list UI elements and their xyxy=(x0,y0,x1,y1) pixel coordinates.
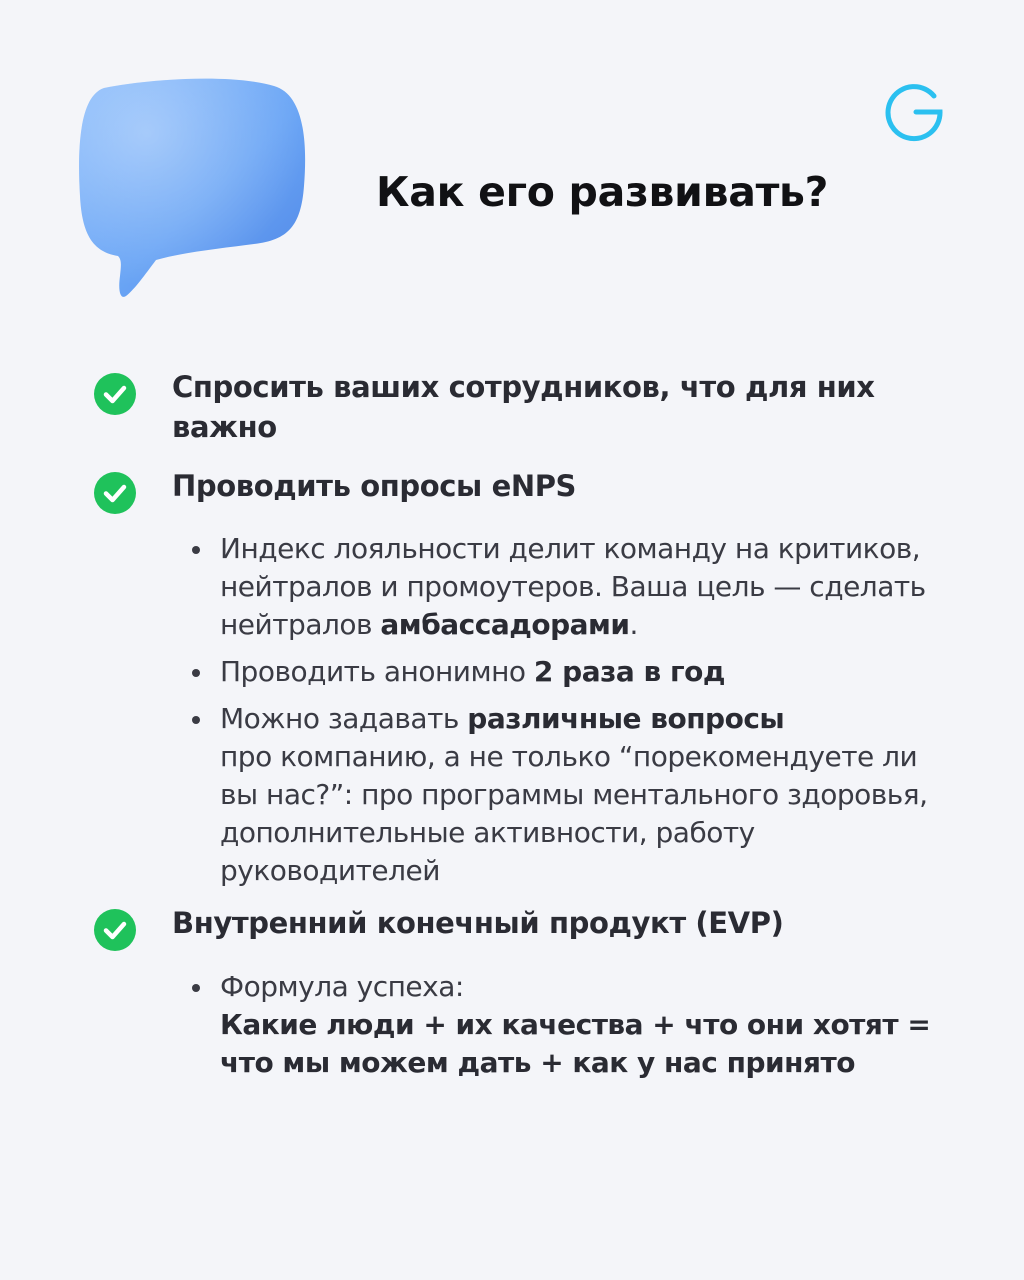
check-circle-icon xyxy=(94,472,136,514)
list-item xyxy=(186,530,946,644)
item-title: Спросить ваших сотрудников, что для них важно xyxy=(172,370,875,444)
bullet-list xyxy=(186,968,946,1082)
list-item xyxy=(186,968,946,1082)
bullet-after: про компанию, а не только “порекомендуете ли вы нас?”: про программы ментального здоровья, дополнительные активности, работу руководителей xyxy=(220,740,928,887)
g-logo-icon xyxy=(882,78,946,142)
list-item xyxy=(186,653,946,691)
bullet-text: Можно задавать xyxy=(220,702,468,735)
bullet-bold: различные вопросы xyxy=(467,702,785,735)
bullet-bold: 2 раза в год xyxy=(533,655,725,688)
bullet-after: . xyxy=(629,608,638,641)
bullet-text: Формула успеха: xyxy=(220,970,464,1003)
bullet-text: Проводить анонимно xyxy=(220,655,534,688)
item-title: Внутренний конечный продукт (EVP) xyxy=(172,906,784,940)
check-circle-icon xyxy=(94,909,136,951)
bullet-list xyxy=(186,530,946,890)
list-item xyxy=(186,700,946,890)
chat-bubble-icon xyxy=(74,76,310,302)
bullet-text: Индекс лояльности делит команду на критиков, нейтралов и промоутеров. Ваша цель — сделать нейтралов xyxy=(220,532,926,641)
bullet-bold: амбассадорами xyxy=(380,608,630,641)
page-title: Как его развивать? xyxy=(376,168,829,216)
formula-text: Какие люди + их качества + что они хотят = что мы можем дать + как у нас принято xyxy=(220,1008,931,1079)
item-title: Проводить опросы eNPS xyxy=(172,469,577,503)
check-circle-icon xyxy=(94,373,136,415)
